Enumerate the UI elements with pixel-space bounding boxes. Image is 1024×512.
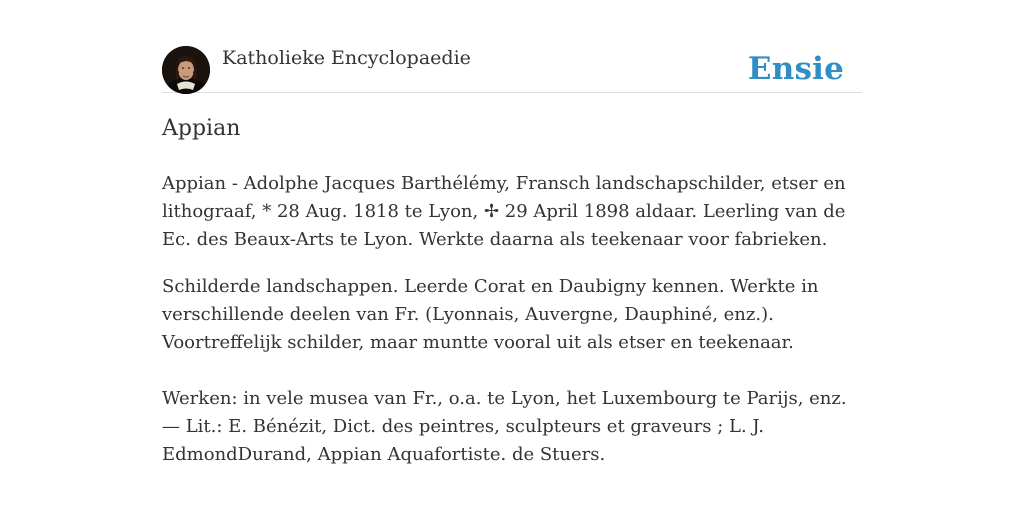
article-body <box>162 170 867 469</box>
article-paragraph <box>162 273 867 469</box>
portrait-avatar-icon[interactable] <box>162 46 210 94</box>
site-header <box>162 46 862 93</box>
paragraph-gap <box>162 357 867 385</box>
page-title: Appian <box>162 116 241 141</box>
article-paragraph: Appian - Adolphe Jacques Barthélémy, Fransch landschapschilder, etser en lithograaf, * 28 Aug. 1818 te Lyon, ✢ 29 April 1898 aldaar. Leerling van de Ec. des Beaux-Arts te Lyon. Werkte daarna als teekenaar voor fabrieken. <box>162 173 846 250</box>
works-text: Werken: in vele musea van Fr., o.a. te Lyon, het Luxembourg te Parijs, enz. — Lit.: E. Bénézit, Dict. des peintres, sculpteurs et graveurs ; L. J. EdmondDurand, Appian Aquafortiste. de Stuers. <box>162 388 847 465</box>
article-paragraph-text: Schilderde landschappen. Leerde Corat en Daubigny kennen. Werkte in verschillende deelen van Fr. (Lyonnais, Auvergne, Dauphiné, enz.). Voortreffelijk schilder, maar muntte vooral uit als etser en teekenaar. <box>162 276 819 353</box>
brand-logo[interactable]: Ensie <box>747 51 844 87</box>
site-name[interactable]: Katholieke Encyclopaedie <box>222 47 471 69</box>
